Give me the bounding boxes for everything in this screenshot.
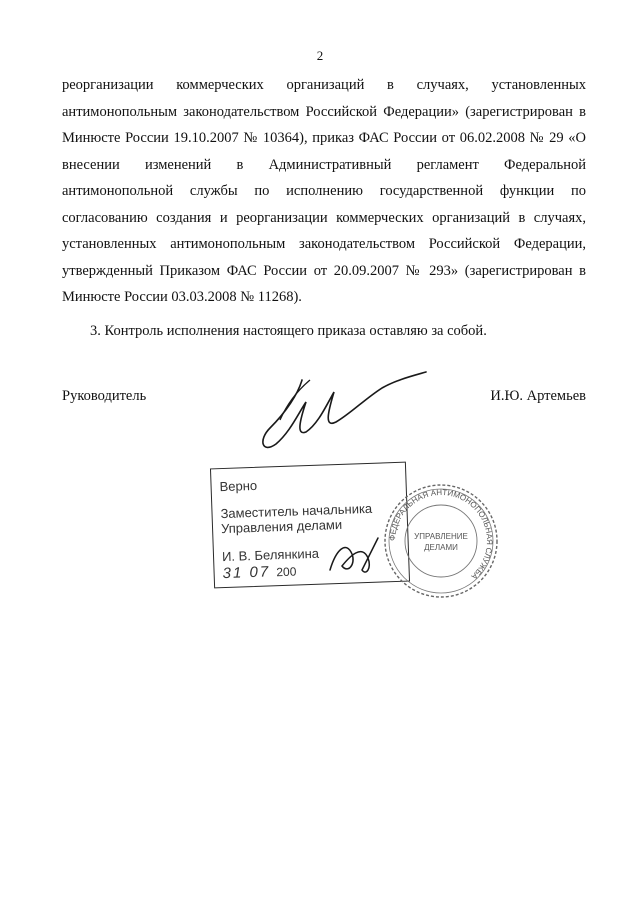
- document-body: [62, 72, 586, 344]
- paragraph-3: 3. Контроль исполнения настоящего приказа оставляю за собой.: [90, 322, 487, 339]
- signer-name: И.Ю. Артемьев: [490, 388, 586, 404]
- stamp-position-line2: Управления делами: [220, 516, 343, 537]
- signer-title: Руководитель: [62, 388, 147, 404]
- stamp-name: И. В. Белянкина: [221, 545, 320, 565]
- seal-center-line2: ДЕЛАМИ: [424, 543, 458, 552]
- handwritten-signature: [240, 362, 430, 462]
- round-seal: [382, 482, 500, 600]
- stamp-position-line1: Заместитель начальника: [220, 500, 373, 522]
- seal-center-line1: УПРАВЛЕНИЕ: [414, 532, 468, 541]
- stamp-verno: Верно: [219, 477, 258, 495]
- seal-outer-text: ФЕДЕРАЛЬНАЯ АНТИМОНОПОЛЬНАЯ СЛУЖБА: [387, 487, 495, 582]
- stamp-date-handwritten: 31 07: [222, 563, 271, 583]
- stamp-signature: [322, 530, 382, 582]
- stamp-date: [222, 563, 296, 583]
- page-number: 2: [316, 48, 324, 63]
- paragraph-main: реорганизации коммерческих организаций в случаях, установленных антимонопольным законодательством Российской Федерации» (зарегистрирован в Минюсте России 19.10.2007 № 10364), приказ ФАС России от 06.02.2008 № 29 «О внесении изменений в Административный регламент Федеральной антимонопольной службы по исполнению государственной функции по согласованию создания и реорганизации коммерческих организаций в случаях, установленных антимонопольным законодательством Российской Федерации, утвержденный Приказом ФАС России от 20.09.2007 № 293» (зарегистрирован в Минюсте России 03.03.2008 № 11268).: [62, 77, 586, 305]
- stamp-year: 200: [276, 564, 297, 580]
